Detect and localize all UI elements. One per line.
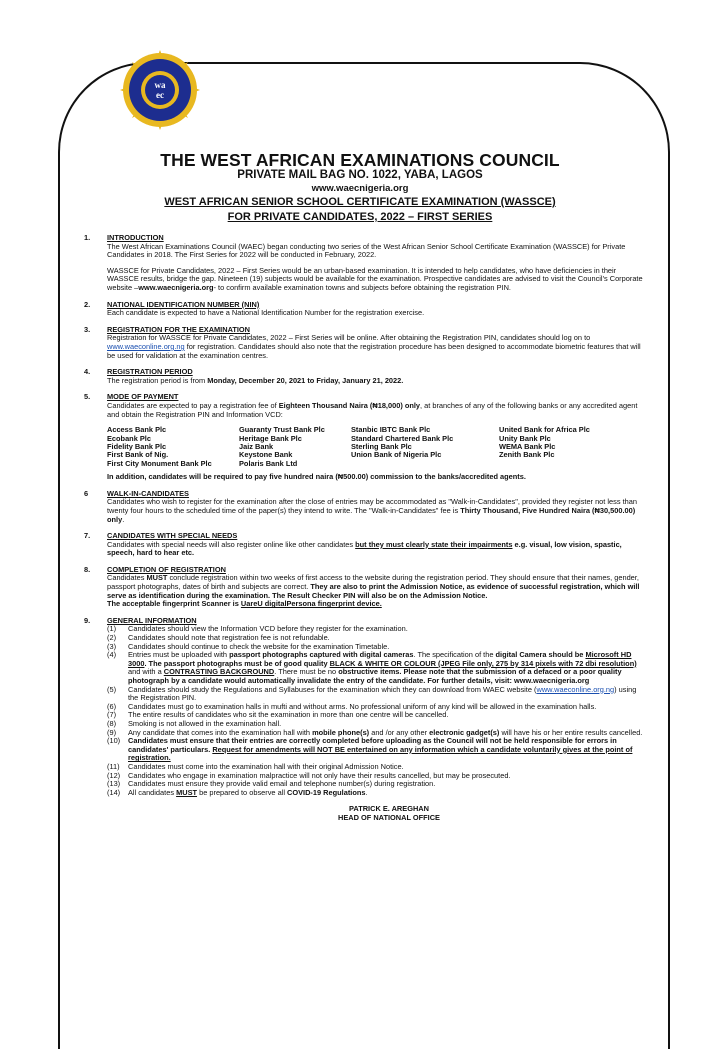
signatory-role: HEAD OF NATIONAL OFFICE — [338, 812, 440, 822]
section-title: REGISTRATION FOR THE EXAMINATION — [107, 324, 251, 334]
item-text: Candidates must come into the examination hall with their original Admission Notice. — [128, 761, 404, 771]
bank-name: Guaranty Trust Bank Plc — [239, 426, 325, 435]
item-text: All candidates — [128, 787, 175, 797]
fingerprint-device: UareU digitalPersona fingerprint device. — [240, 599, 382, 609]
section-number: 8. — [84, 564, 91, 574]
section-number: 5. — [84, 392, 91, 402]
paragraph: The registration period is from — [107, 375, 206, 385]
paragraph: conclude registration within two weeks of first access to the website during the registration period. They should ensure that their names, gender, passport photographs, dates of birth and subjects are correct. — [107, 573, 639, 592]
emphasis-text: MUST — [146, 573, 168, 583]
item-text: and with a — [128, 667, 162, 677]
item-text: Entries must be uploaded with — [128, 650, 228, 660]
section-number: 7. — [84, 531, 91, 541]
item-text: . — [365, 787, 368, 797]
council-address: PRIVATE MAIL BAG NO. 1022, YABA, LAGOS — [237, 169, 483, 181]
list-item — [107, 686, 644, 703]
commission-note: In addition, candidates will be required to pay five hundred naira (₦500.00) commission to the banks/accredited agents. — [107, 472, 526, 482]
section-number: 3. — [84, 324, 91, 334]
bank-name: Keystone Bank — [239, 451, 293, 460]
signature-block — [84, 805, 644, 822]
bank-name: Standard Chartered Bank Plc — [351, 434, 454, 443]
emphasis-text: Candidates must ensure that their entries are correctly completed before uploading as the Council will not be held responsible for errors in candidates' particulars. — [128, 736, 617, 754]
bank-name: Sterling Bank Plc — [351, 442, 412, 451]
bank-name: Polaris Bank Ltd — [239, 459, 298, 468]
emphasis-text: CONTRASTING BACKGROUND — [163, 667, 275, 677]
item-number: (5) — [107, 684, 117, 694]
paragraph: Each candidate is expected to have a National Identification Number for the registration exercise. — [107, 308, 425, 318]
item-number: (4) — [107, 650, 117, 660]
emphasis-text: but they must clearly state their impairments — [355, 539, 513, 549]
item-number: (13) — [107, 779, 121, 789]
emphasis-text: BLACK & WHITE OR COLOUR (JPEG File only, 275 by 314 pixels with 72 dbi resolution) — [329, 658, 637, 668]
emphasis-text: COVID-19 Regulations — [287, 787, 366, 797]
bank-name: Zenith Bank Plc — [499, 451, 555, 460]
item-number: (3) — [107, 641, 117, 651]
emphasis-text: digital Camera should be — [495, 650, 584, 660]
bank-name: Union Bank of Nigeria Plc — [351, 451, 442, 460]
section-title: REGISTRATION PERIOD — [107, 367, 193, 377]
section-registration — [84, 326, 644, 360]
item-number: (9) — [107, 727, 117, 737]
list-item — [107, 789, 644, 798]
paragraph: for registration. Candidates should also note that the registration procedure has been designed to accommodate biometric features that will be used for validation at the examination centres. — [107, 341, 641, 360]
paragraph: - to confirm available examination towns and subjects before obtaining the registration PIN. — [213, 282, 511, 292]
emphasis-text: MUST — [176, 787, 198, 797]
item-text: ) using the Registration PIN. — [128, 684, 637, 703]
website-text: www.waecnigeria.org — [138, 282, 214, 292]
bank-name: Unity Bank Plc — [499, 434, 551, 443]
registration-dates: Monday, December 20, 2021 to Friday, January 21, 2022. — [207, 375, 404, 385]
section-title: COMPLETION OF REGISTRATION — [107, 564, 226, 574]
bank-name: Heritage Bank Plc — [239, 434, 302, 443]
item-number: (1) — [107, 624, 117, 634]
walk-in-fee: Thirty Thousand, Five Hundred Naira (₦30,500.00) only — [107, 505, 636, 524]
paragraph: Registration for WASSCE for Private Candidates, 2022 – First Series will be online. After obtaining the Registration PIN, candidates should log on to — [107, 333, 591, 343]
section-title: MODE OF PAYMENT — [107, 392, 179, 402]
item-number: (12) — [107, 770, 121, 780]
waeconline-link[interactable]: www.waeconline.org.ng — [107, 341, 185, 351]
item-text: Candidates should continue to check the website for the examination Timetable. — [128, 641, 390, 651]
section-walk-in — [84, 490, 644, 524]
paragraph: . — [122, 514, 125, 524]
emphasis-text: . Please note that the submission of a defaced or a poor quality photograph by a candidate would automatically invalidate the entry of the candidate. For further details, visit: www.waecnigeria.org — [128, 667, 622, 685]
section-title: NATIONAL IDENTIFICATION NUMBER (NIN) — [107, 299, 260, 309]
section-special-needs — [84, 532, 644, 558]
section-number: 4. — [84, 367, 91, 377]
item-number: (7) — [107, 710, 117, 720]
emphasis-text: mobile phone(s) — [312, 727, 370, 737]
emphasis-text: e.g. visual, low vision, spastic, speech, hard to hear etc. — [107, 539, 622, 558]
item-text: will have his or her entire results cancelled. — [501, 727, 643, 737]
item-number: (10) — [107, 736, 121, 746]
item-text: Candidates should study the Regulations and Syllabuses for the examination which they can download from WAEC website ( — [128, 684, 537, 694]
svg-text:ec: ec — [156, 90, 164, 100]
paragraph: The West African Examinations Council (WAEC) began conducting two series of the West African Senior School Certificate Examination (WASSCE) for Private Candidates in 2018. The First Series for 2022 will be conducted in February, 2022. — [107, 241, 626, 260]
item-text: . There must be no — [274, 667, 337, 677]
paragraph: Candidates with special needs will also register online like other candidates — [107, 539, 354, 549]
section-number: 1. — [84, 233, 91, 242]
emphasis-text: obstructive items — [338, 667, 400, 677]
bank-name: First City Monument Bank Plc — [107, 459, 212, 468]
section-number: 2. — [84, 299, 91, 309]
svg-text:wa: wa — [154, 80, 166, 90]
paragraph: Candidates are expected to pay a registration fee of — [107, 400, 277, 410]
item-number: (14) — [107, 787, 121, 797]
notice-body — [84, 234, 644, 823]
emphasis-text: Microsoft HD 3000 — [128, 650, 632, 668]
emphasis-text: passport photographs captured with digital cameras — [229, 650, 414, 660]
section-title: WALK-IN-CANDIDATES — [107, 488, 189, 498]
list-item — [107, 651, 644, 685]
item-number: (6) — [107, 701, 117, 711]
item-text: . The specification of the — [413, 650, 494, 660]
emphasis-text: They are also to print the Admission Notice, as evidence of successful registration, which will serve as identification during the examination. The Result Checker PIN will also be on the Admission Notice. — [107, 582, 640, 600]
emphasis-text: The acceptable fingerprint Scanner is — [107, 599, 239, 609]
section-completion — [84, 566, 644, 609]
bank-name: First Bank of Nig. — [107, 451, 169, 460]
section-general-info — [84, 617, 644, 797]
item-text: Smoking is not allowed in the examination hall. — [128, 718, 282, 728]
section-title: INTRODUCTION — [107, 233, 164, 242]
bank-name: Access Bank Plc — [107, 426, 167, 435]
item-text: and /or any other — [371, 727, 428, 737]
bank-name: Fidelity Bank Plc — [107, 442, 167, 451]
waec-seal-logo — [120, 50, 200, 130]
section-number: 9. — [84, 615, 91, 625]
item-text: Candidates should note that registration fee is not refundable. — [128, 633, 330, 643]
section-payment — [84, 393, 644, 481]
section-nin — [84, 301, 644, 318]
bank-name: WEMA Bank Plc — [499, 442, 556, 451]
paragraph: Candidates who wish to register for the examination after the close of entries may be accommodated as "Walk-in-Candidates", provided they register not less than twenty four hours to the scheduled time of the paper(s) they intend to write. The "Walk-in-Candidates" fee is — [107, 497, 637, 515]
item-text: Candidates must ensure they provide valid email and telephone number(s) during registration. — [128, 779, 436, 789]
item-text: Candidates must go to examination halls in mufti and without arms. No professional uniform of any kind will be allowed in the examination halls. — [128, 701, 597, 711]
item-number: (8) — [107, 718, 117, 728]
section-number: 6 — [84, 488, 89, 498]
registration-fee: Eighteen Thousand Naira (₦18,000) only — [278, 400, 421, 410]
item-text: The entire results of candidates who sit the examination in more than one centre will be cancelled. — [128, 710, 449, 720]
item-number: (2) — [107, 633, 117, 643]
council-website[interactable]: www.waecnigeria.org — [311, 183, 409, 194]
paragraph: , at branches of any of the following banks or any accredited agent and obtain the Registration PIN and Information VCD: — [107, 400, 638, 419]
emphasis-text: Request for amendments will NOT BE entertained on any information which a candidate voluntarily gives at the point of registration. — [128, 744, 633, 763]
section-registration-period — [84, 368, 644, 385]
item-text: be prepared to observe all — [199, 787, 285, 797]
bank-name: Stanbic IBTC Bank Plc — [351, 426, 431, 435]
bank-name: Jaiz Bank — [239, 442, 274, 451]
waeconline-link[interactable]: www.waeconline.org.ng — [536, 684, 615, 694]
emphasis-text: electronic gadget(s) — [429, 727, 500, 737]
item-text: Any candidate that comes into the examination hall with — [128, 727, 310, 737]
bank-name: Ecobank Plc — [107, 434, 151, 443]
section-introduction — [84, 234, 644, 293]
item-number: (11) — [107, 761, 120, 771]
emphasis-text: . The passport photographs must be of good quality — [144, 658, 328, 668]
item-text: Candidates who engage in examination malpractice will not only have their results cancelled, but may be prosecuted. — [128, 770, 511, 780]
paragraph: Candidates — [107, 573, 145, 583]
list-item — [107, 737, 644, 763]
council-title: THE WEST AFRICAN EXAMINATIONS COUNCIL — [160, 150, 560, 170]
section-title: GENERAL INFORMATION — [107, 615, 197, 625]
item-text: Candidates should view the Information VCD before they register for the examination. — [128, 624, 408, 634]
bank-list — [107, 426, 644, 468]
bank-name: United Bank for Africa Plc — [499, 426, 590, 435]
signatory-name: PATRICK E. AREGHAN — [349, 804, 429, 814]
exam-title-line2: FOR PRIVATE CANDIDATES, 2022 – FIRST SERIES — [227, 211, 493, 223]
paragraph: WASSCE for Private Candidates, 2022 – First Series would be an urban-based examination. It is intended to help candidates, who have deficiencies in their WASSCE results, bridge the gap. Nineteen (19) subjects would be available for the examination. Prospective candidates are advised to visit the Council's Corporate website – — [107, 265, 643, 292]
exam-title-line1: WEST AFRICAN SENIOR SCHOOL CERTIFICATE EXAMINATION (WASSCE) — [164, 196, 556, 208]
section-title: CANDIDATES WITH SPECIAL NEEDS — [107, 531, 238, 541]
